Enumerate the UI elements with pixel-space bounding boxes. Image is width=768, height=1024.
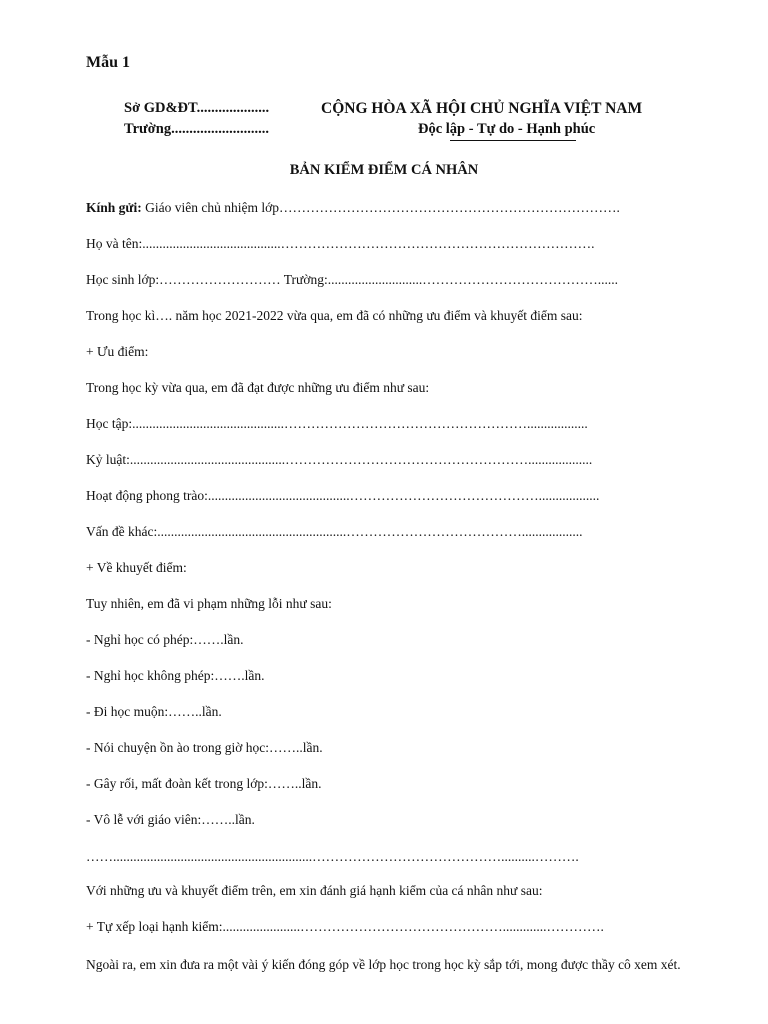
weaknesses-heading: + Về khuyết điểm: [86,560,187,575]
study-field: Học tập:.............................................……………………………………………….................. [86,416,588,431]
violation-item: - Nói chuyện ồn ào trong giờ học:……..lần. [86,740,323,755]
suggestions-text: Ngoài ra, em xin đưa ra một vài ý kiến đóng góp về lớp học trong học kỳ sắp tới, mong được thầy cô xem xét. [86,957,681,972]
violation-item: - Nghỉ học không phép:…….lần. [86,668,265,683]
department-line: Sở GD&ĐT.................... [124,100,270,116]
motto-underline [450,140,576,141]
intro-text: Trong học kì…. năm học 2021-2022 vừa qua, em đã có những ưu điểm và khuyết điểm sau: [86,308,583,323]
strengths-heading: + Ưu điểm: [86,344,149,359]
violation-item: - Nghỉ học có phép:…….lần. [86,632,244,647]
document-title: BẢN KIỂM ĐIỂM CÁ NHÂN [289,162,479,178]
form-label: Mẫu 1 [86,54,130,71]
national-title: CỘNG HÒA XÃ HỘI CHỦ NGHĨA VIỆT NAM [321,100,643,117]
weaknesses-intro: Tuy nhiên, em đã vi phạm những lỗi như sau: [86,596,332,611]
strengths-intro: Trong học kỳ vừa qua, em đã đạt được những ưu điểm như sau: [86,380,430,395]
other-issues-field: Vấn đề khác:........................................................………………………………….................. [86,524,583,539]
salutation-label: Kính gửi: [86,200,142,215]
national-motto: Độc lập - Tự do - Hạnh phúc [418,121,596,137]
discipline-field: Kỷ luật:..............................................………………………………………………................... [86,452,593,467]
violation-item: - Vô lễ với giáo viên:……..lần. [86,812,255,827]
salutation-line [86,200,620,216]
activities-field: Hoạt động phong trào:..........................................…………………………………….................. [86,488,600,503]
dotted-blank-line: ……...........................................................……………………………………..........………. [86,849,579,864]
violation-item: - Gây rối, mất đoàn kết trong lớp:……..lần. [86,776,322,791]
self-rating-field: + Tự xếp loại hạnh kiểm:.......................……………………………………….............…………. [86,919,604,934]
conduct-evaluation-text: Với những ưu và khuyết điểm trên, em xin đánh giá hạnh kiểm của cá nhân như sau: [86,883,543,898]
salutation-text: Giáo viên chủ nhiệm lớp…………………………………………………………………. [141,200,620,215]
class-school-field: Học sinh lớp:……………………… Trường:............................…………………………………...... [86,272,618,287]
school-line: Trường........................... [124,121,269,137]
violation-item: - Đi học muộn:……..lần. [86,704,222,719]
full-name-field: Họ và tên:.........................................……………………………………………………………. [86,236,595,251]
